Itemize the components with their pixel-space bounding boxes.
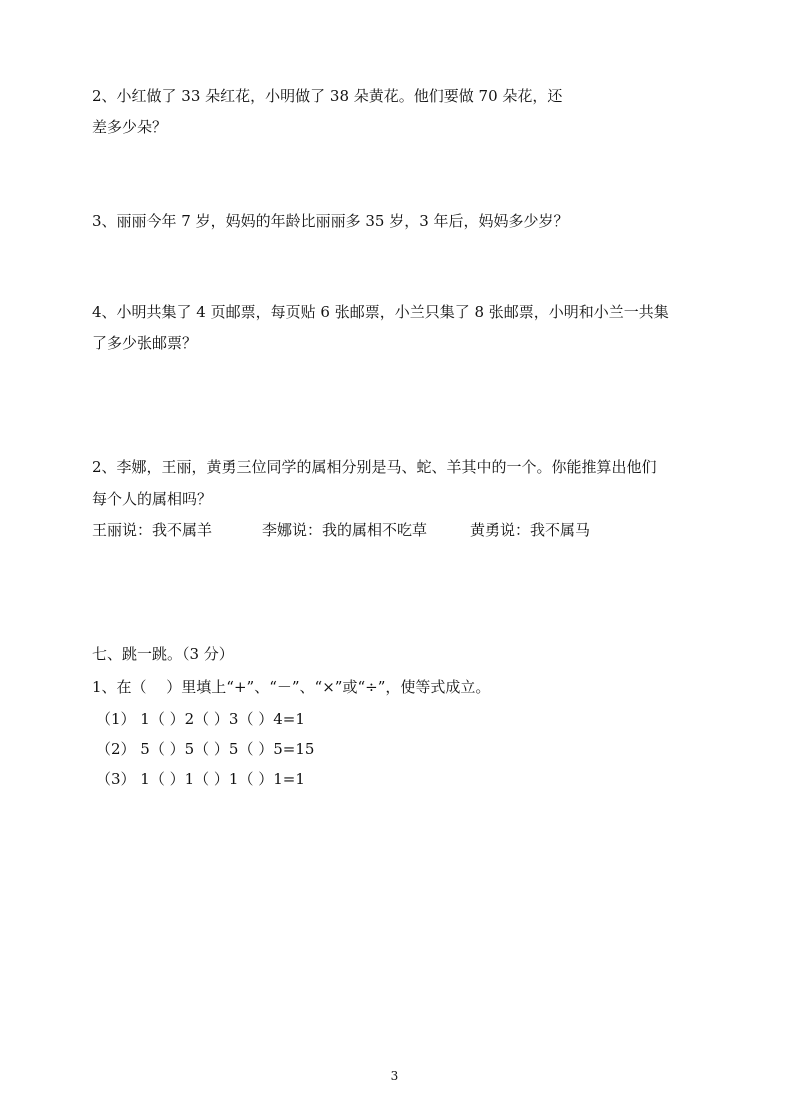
problem-2-line-2: 差多少朵？: [92, 118, 168, 136]
problem-4-line-1: 4、小明共集了 4 页邮票，每页贴 6 张邮票，小兰只集了 8 张邮票，小明和小兰一共集: [92, 303, 669, 321]
saying-lina: 李娜说：我的属相不吃草: [262, 521, 428, 539]
problem-4-line-2: 了多少张邮票？: [92, 334, 198, 352]
section-7-title: 七、跳一跳。（3 分）: [92, 645, 234, 663]
problem-2-line-1: 2、小红做了 33 朵红花，小明做了 38 朵黄花。他们要做 70 朵花，还: [92, 87, 563, 105]
reasoning-problem-line-1: 2、李娜，王丽，黄勇三位同学的属相分别是马、蛇、羊其中的一个。你能推算出他们: [92, 458, 657, 476]
equation-2: （2） 5（ ）5（ ）5（ ）5=15: [96, 740, 315, 758]
equation-1: （1） 1（ ）2（ ）3（ ）4=1: [96, 710, 305, 728]
page-number: 3: [390, 1069, 399, 1083]
saying-wangli: 王丽说：我不属羊: [92, 521, 213, 539]
saying-huangyong: 黄勇说：我不属马: [470, 521, 591, 539]
equation-3: （3） 1（ ）1（ ）1（ ）1=1: [96, 770, 305, 788]
problem-3-line-1: 3、丽丽今年 7 岁，妈妈的年龄比丽丽多 35 岁，3 年后，妈妈多少岁？: [92, 212, 569, 230]
reasoning-problem-line-2: 每个人的属相吗？: [92, 490, 213, 508]
section-7-instruction: 1、在（ ）里填上“+”、“－”、“×”或“÷”，使等式成立。: [92, 678, 491, 696]
